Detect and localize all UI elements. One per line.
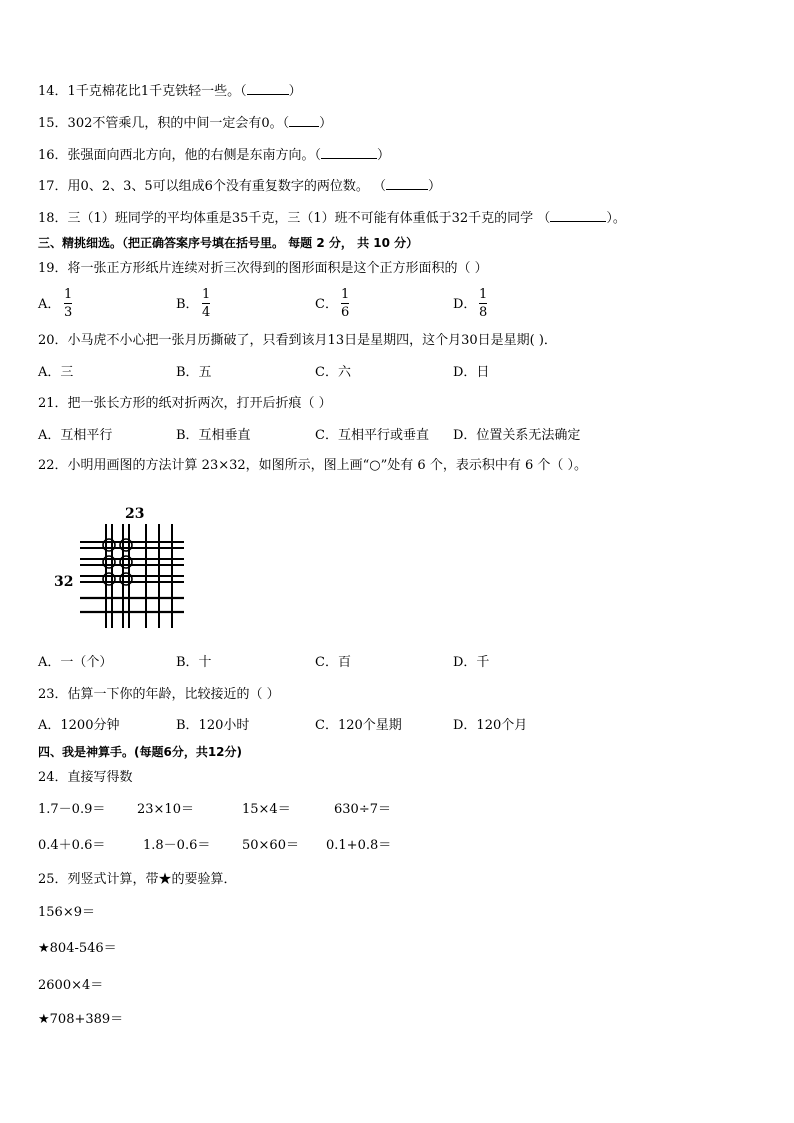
option-c[interactable]: C．互相平行或垂直 [315,428,429,443]
option-a-fraction: 1 3 [64,287,73,320]
answer-blank[interactable] [321,146,377,159]
option-c[interactable]: C．百 [315,655,351,670]
option-c[interactable]: C．六 [315,365,351,380]
option-a[interactable]: A．一（个） [38,655,113,670]
figure-label-left: 32 [54,574,74,590]
question-19-text: 19．将一张正方形纸片连续对折三次得到的图形面积是这个正方形面积的（ ） [38,261,488,276]
circle-markers [103,539,132,585]
section-4-heading: 四、我是神算手。(每题6分，共12分) [38,745,243,759]
option-d[interactable]: D．位置关系无法确定 [453,428,581,443]
option-b[interactable]: B．十 [176,655,212,670]
option-d[interactable]: D．千 [453,655,490,670]
answer-blank[interactable] [386,177,428,190]
question-16-text: 16．张强面向西北方向，他的右侧是东南方向。（ [38,148,322,163]
vertical-calc-item: ★708+389＝ [38,1012,124,1027]
option-a[interactable]: A．1200分钟 [38,718,120,733]
question-15: 15．302不管乘几，积的中间一定会有0。（ ） [38,116,333,131]
multiplication-grid-figure [50,500,200,635]
calc-item: 1.7－0.9＝ [38,802,106,817]
calc-item: 0.1+0.8＝ [326,838,392,853]
question-20-text: 20．小马虎不小心把一张月历撕破了，只看到该月13日是星期四，这个月30日是星期( )． [38,333,557,348]
answer-blank[interactable] [550,209,606,222]
question-22-text: 22．小明用画图的方法计算 23×32，如图所示，图上画“○”处有 6 个，表示积中有 6 个（ ）。 [38,458,587,473]
option-a-label[interactable]: A． [38,297,61,312]
question-16: 16．张强面向西北方向，他的右侧是东南方向。（ ） [38,148,391,163]
option-d[interactable]: D．120个月 [453,718,528,733]
calc-item: 1.8－0.6＝ [143,838,211,853]
option-c[interactable]: C．120个星期 [315,718,402,733]
vertical-calc-item: ★804-546＝ [38,941,117,956]
calc-item: 23×10＝ [137,802,194,817]
figure-label-top: 23 [125,506,145,522]
calc-item: 15×4＝ [242,802,291,817]
answer-blank[interactable] [247,82,289,95]
option-d-label[interactable]: D． [453,297,477,312]
option-c-label[interactable]: C． [315,297,338,312]
option-b-label[interactable]: B． [176,297,199,312]
question-17-text: 17．用0、2、3、5可以组成6个没有重复数字的两位数。 （ [38,179,387,194]
question-24-text: 24．直接写得数 [38,770,133,785]
option-b[interactable]: B．互相垂直 [176,428,251,443]
section-3-heading: 三、精挑细选。（把正确答案序号填在括号里。 每题 2 分， 共 10 分） [38,236,419,250]
question-25-text: 25．列竖式计算，带★的要验算． [38,872,237,887]
answer-blank[interactable] [289,114,319,127]
question-17: 17．用0、2、3、5可以组成6个没有重复数字的两位数。 （ ） [38,179,442,194]
question-14-text: 14．1千克棉花比1千克铁轻一些。（ [38,84,247,99]
calc-item: 50×60＝ [242,838,299,853]
vertical-calc-item: 156×9＝ [38,905,95,920]
question-14: 14．1千克棉花比1千克铁轻一些。（ ） [38,84,302,99]
option-d[interactable]: D．日 [453,365,490,380]
option-b[interactable]: B．120小时 [176,718,250,733]
option-b[interactable]: B．五 [176,365,212,380]
option-d-fraction: 1 8 [479,287,488,320]
question-18: 18．三（1）班同学的平均体重是35千克，三（1）班不可能有体重低于32千克的同学 （ ）。 [38,211,626,226]
option-b-fraction: 1 4 [202,287,211,320]
calc-item: 0.4＋0.6＝ [38,838,106,853]
calc-item: 630÷7＝ [334,802,391,817]
question-23-text: 23．估算一下你的年龄，比较接近的（ ） [38,687,280,702]
option-c-fraction: 1 6 [341,287,350,320]
option-a[interactable]: A．三 [38,365,74,380]
question-15-text: 15．302不管乘几，积的中间一定会有0。（ [38,116,290,131]
question-21-text: 21．把一张长方形的纸对折两次，打开后折痕（ ） [38,396,332,411]
question-18-text: 18．三（1）班同学的平均体重是35千克，三（1）班不可能有体重低于32千克的同学 （ [38,211,551,226]
option-a[interactable]: A．互相平行 [38,428,113,443]
vertical-calc-item: 2600×4＝ [38,978,104,993]
